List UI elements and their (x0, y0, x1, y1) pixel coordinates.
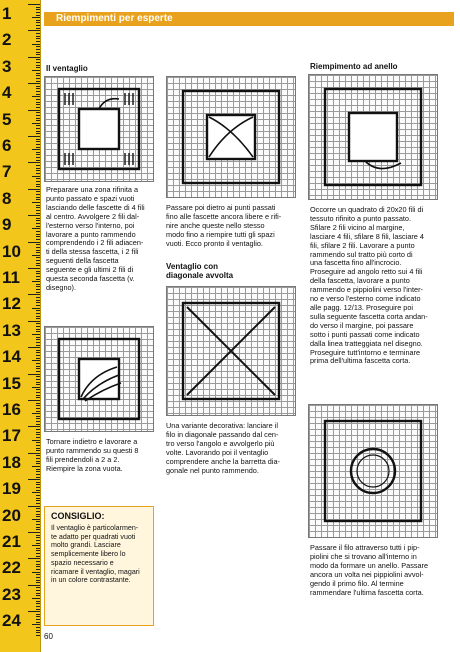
ruler-tick (36, 582, 40, 583)
ruler-tick (32, 202, 40, 203)
ruler-tick (36, 213, 40, 214)
ruler-tick (36, 408, 40, 409)
ruler-tick (36, 15, 40, 16)
ruler-tick (28, 479, 40, 480)
ruler-tick (36, 12, 40, 13)
ruler-tick (36, 94, 40, 95)
ruler-tick (36, 350, 40, 351)
ruler-tick (36, 482, 40, 483)
ruler-tick (28, 4, 40, 5)
ruler-tick (36, 345, 40, 346)
ruler-tick (36, 154, 40, 155)
ruler-tick (36, 310, 40, 311)
page-number: 60 (44, 632, 53, 641)
ruler-tick (36, 284, 40, 285)
ruler-tick (36, 450, 40, 451)
ruler-tick (36, 577, 40, 578)
heading-anello: Riempimento ad anello (310, 62, 398, 71)
ruler-tick (36, 595, 40, 596)
ruler-tick (36, 271, 40, 272)
ruler-tick (28, 136, 40, 137)
ruler-tick (28, 268, 40, 269)
ruler-tick (36, 574, 40, 575)
ruler-tick (36, 556, 40, 557)
ruler-tick (36, 234, 40, 235)
ruler-tick (36, 632, 40, 633)
heading-diagonale: Ventaglio con diagonale avvolta (166, 262, 234, 280)
ruler-tick (36, 527, 40, 528)
ruler-number: 22 (2, 558, 21, 578)
ruler-tick (36, 247, 40, 248)
ruler-tick (36, 461, 40, 462)
ruler-tick (36, 442, 40, 443)
ruler-tick (36, 389, 40, 390)
ruler-tick (36, 36, 40, 37)
ruler-tick (36, 244, 40, 245)
ruler-number: 17 (2, 426, 21, 446)
tip-box (44, 506, 154, 626)
ruler-tick (36, 65, 40, 66)
ruler-tick (36, 587, 40, 588)
ruler-tick (36, 107, 40, 108)
ruler-tick (32, 17, 40, 18)
ruler-tick (28, 400, 40, 401)
ruler-tick (36, 376, 40, 377)
ruler-tick (28, 57, 40, 58)
ruler-tick (32, 545, 40, 546)
ruler-tick (36, 133, 40, 134)
ruler-tick (36, 144, 40, 145)
ruler-tick (28, 30, 40, 31)
ruler-tick (36, 250, 40, 251)
ruler-number: 23 (2, 584, 21, 604)
ruler-tick (36, 627, 40, 628)
ruler-tick (36, 67, 40, 68)
ruler-tick (36, 52, 40, 53)
diagram-ventaglio-1-drawing (45, 77, 153, 181)
ruler-tick (36, 543, 40, 544)
ruler-tick (28, 321, 40, 322)
ruler-tick (32, 598, 40, 599)
ruler-tick (32, 440, 40, 441)
ruler-tick (36, 131, 40, 132)
diagram-ventaglio-2 (44, 326, 154, 432)
ruler-tick (36, 286, 40, 287)
ruler-tick (36, 553, 40, 554)
ruler-tick (36, 260, 40, 261)
ruler-tick (36, 115, 40, 116)
ruler-tick (28, 242, 40, 243)
ruler-tick (36, 86, 40, 87)
ruler-tick (32, 176, 40, 177)
diagram-anello-1-drawing (309, 75, 437, 199)
paragraph-passare-dietro: Passare poi dietro ai punti passati fino alle fascette ancora libere e rifi- nire anche queste nello stesso modo fino a riempire tutti gli spazi vuoti. Ecco pronto il ventaglio. (166, 203, 282, 248)
ruler-tick (28, 611, 40, 612)
ruler-tick (36, 54, 40, 55)
paragraph-anello-finale: Passare il filo attraverso tutti i pip- piolini che si trovano all'interno in modo da formare un anello. Passare ancora un volta nei pippiolini avvol- gendo il primo filo. Al termine rammendare l'ultima fascetta corta. (310, 543, 429, 597)
ruler-tick (36, 448, 40, 449)
ruler-tick (32, 281, 40, 282)
ruler-tick (32, 149, 40, 150)
ruler-tick (36, 73, 40, 74)
ruler-tick (36, 411, 40, 412)
ruler-tick (36, 429, 40, 430)
ruler-tick (32, 228, 40, 229)
ruler-tick (28, 215, 40, 216)
ruler-tick (36, 437, 40, 438)
ruler-tick (36, 313, 40, 314)
ruler-tick (36, 490, 40, 491)
ruler-tick (36, 405, 40, 406)
ruler-tick (36, 75, 40, 76)
ruler-tick (36, 120, 40, 121)
ruler-tick (36, 231, 40, 232)
ruler-tick (36, 273, 40, 274)
ruler-tick (28, 426, 40, 427)
ruler-tick (36, 498, 40, 499)
ruler-tick (36, 289, 40, 290)
ruler-tick (36, 302, 40, 303)
ruler-tick (28, 83, 40, 84)
ruler-number: 18 (2, 452, 21, 472)
ruler-tick (36, 458, 40, 459)
ruler-tick (36, 392, 40, 393)
ruler-tick (36, 152, 40, 153)
ruler-tick (36, 173, 40, 174)
ruler-number: 4 (2, 83, 12, 103)
ruler-tick (36, 128, 40, 129)
diagram-anello-2-drawing (309, 405, 437, 537)
ruler-tick (36, 363, 40, 364)
ruler-tick (36, 305, 40, 306)
ruler-tick (36, 181, 40, 182)
diagram-ventaglio-3-drawing (167, 77, 295, 197)
ruler-number: 5 (2, 109, 12, 129)
ruler-number: 15 (2, 373, 21, 393)
ruler-tick (36, 62, 40, 63)
paragraph-variante: Una variante decorativa: lanciare il filo in diagonale passando dal cen- tro verso l'angolo e avvolgerlo più volte. Lavorando poi il ventaglio comprendere anche la barretta dia- gonale nel punto rammendo. (166, 421, 280, 475)
ruler-tick (36, 104, 40, 105)
ruler-tick (36, 339, 40, 340)
diagram-ventaglio-2-drawing (45, 327, 153, 431)
ruler-tick (36, 379, 40, 380)
ruler-tick (36, 59, 40, 60)
ruler-tick (28, 347, 40, 348)
ruler-number: 2 (2, 30, 12, 50)
ruler-tick (36, 366, 40, 367)
ruler-tick (36, 564, 40, 565)
ruler-tick (36, 455, 40, 456)
diagram-anello-2 (308, 404, 438, 538)
ruler-tick (36, 614, 40, 615)
diagram-ventaglio-3 (166, 76, 296, 198)
ruler-tick (36, 326, 40, 327)
ruler-tick (32, 387, 40, 388)
ruler-tick (32, 519, 40, 520)
section-header-bar (44, 12, 454, 26)
ruler-tick (36, 25, 40, 26)
ruler-tick (32, 360, 40, 361)
ruler-tick (36, 170, 40, 171)
ruler-tick (36, 223, 40, 224)
ruler-tick (36, 521, 40, 522)
ruler-tick (36, 514, 40, 515)
ruler-tick (36, 99, 40, 100)
ruler-tick (36, 252, 40, 253)
ruler-tick (36, 279, 40, 280)
ruler-tick (36, 503, 40, 504)
ruler-tick (36, 395, 40, 396)
ruler-tick (36, 561, 40, 562)
ruler-tick (32, 334, 40, 335)
ruler-tick (32, 70, 40, 71)
ruler-tick (36, 300, 40, 301)
ruler-number: 6 (2, 136, 12, 155)
ruler-tick (32, 413, 40, 414)
ruler-tick (28, 506, 40, 507)
ruler-tick (36, 548, 40, 549)
ruler-tick (36, 418, 40, 419)
ruler-number: 8 (2, 188, 12, 208)
ruler-tick (36, 46, 40, 47)
ruler-tick (32, 123, 40, 124)
ruler-tick (36, 619, 40, 620)
ruler-tick (36, 194, 40, 195)
ruler-tick (36, 463, 40, 464)
ruler-tick (36, 352, 40, 353)
ruler-tick (32, 308, 40, 309)
ruler-number: 1 (2, 4, 12, 23)
paragraph-anello: Occorre un quadrato di 20x20 fili di tessuto rifinito a punto passato. Sfilare 2 fili vicino al margine, lasciare 4 fili, sfilare 8 fili, lasciare 4 fili, sfilare 2 fili. Lavorare a punto rammendo sul tratto più corto di una fascetta fino all'incrocio. Proseguire ad angolo retto sui 4 fili della fascetta, lavorare a punto rammendo e pippiolini verso l'inter- no e verso l'esterno come indicato alle pagg. 12/13. Proseguire poi sulla seguente fascetta corta andan- do verso il margine, poi passare sotto i punti passati come indicato dalla linea tratteggiata nel disegno. Proseguire tutt'intorno e terminare prima dell'ultima fascetta corta. (310, 205, 428, 366)
ruler-tick (36, 487, 40, 488)
ruler-tick (36, 102, 40, 103)
ruler-tick (36, 550, 40, 551)
ruler-tick (36, 601, 40, 602)
ruler-number: 7 (2, 162, 12, 182)
ruler-tick (36, 635, 40, 636)
ruler-tick (36, 184, 40, 185)
ruler-tick (36, 297, 40, 298)
ruler-tick (36, 265, 40, 266)
ruler-tick (36, 329, 40, 330)
ruler-tick (28, 585, 40, 586)
ruler-tick (36, 355, 40, 356)
ruler-tick (28, 294, 40, 295)
ruler-number: 10 (2, 241, 21, 261)
ruler-tick (36, 49, 40, 50)
ruler-tick (36, 239, 40, 240)
ruler-tick (36, 112, 40, 113)
ruler-tick (36, 91, 40, 92)
ruler-tick (36, 434, 40, 435)
ruler-tick (36, 165, 40, 166)
ruler-tick (36, 630, 40, 631)
paragraph-tornare: Tornare indietro e lavorare a punto rammendo su questi 8 fili prendendoli a 2 a 2. Riempire la zona vuota. (46, 437, 139, 473)
ruler-tick (36, 484, 40, 485)
ruler-number: 3 (2, 56, 12, 76)
ruler-tick (36, 191, 40, 192)
ruler-tick (36, 590, 40, 591)
ruler-tick (36, 78, 40, 79)
ruler-tick (36, 125, 40, 126)
ruler-tick (36, 616, 40, 617)
ruler-tick (36, 397, 40, 398)
ruler-tick (36, 220, 40, 221)
ruler-tick (36, 368, 40, 369)
measuring-ruler (0, 0, 41, 652)
ruler-tick (36, 416, 40, 417)
ruler-tick (36, 168, 40, 169)
ruler-tick (36, 186, 40, 187)
ruler-tick (36, 118, 40, 119)
ruler-tick (36, 384, 40, 385)
ruler-tick (36, 263, 40, 264)
ruler-tick (36, 197, 40, 198)
ruler-tick (36, 524, 40, 525)
ruler-tick (28, 558, 40, 559)
ruler-tick (36, 469, 40, 470)
ruler-tick (36, 593, 40, 594)
ruler-tick (36, 603, 40, 604)
ruler-tick (36, 81, 40, 82)
heading-ventaglio: Il ventaglio (46, 64, 88, 73)
ruler-number: 16 (2, 400, 21, 419)
ruler-tick (32, 96, 40, 97)
ruler-tick (36, 88, 40, 89)
ruler-tick (36, 566, 40, 567)
ruler-tick (36, 9, 40, 10)
tip-title: CONSIGLIO: (51, 511, 105, 521)
ruler-tick (36, 474, 40, 475)
tip-body: Il ventaglio è particolarmen- te adatto per quadrati vuoti molto grandi. Lasciare semplicemente libero lo spazio necessario e ricamare il ventaglio, magari in un colore contrastante. (51, 524, 140, 585)
ruler-tick (36, 28, 40, 29)
ruler-tick (36, 382, 40, 383)
ruler-tick (36, 535, 40, 536)
ruler-tick (36, 292, 40, 293)
ruler-tick (36, 569, 40, 570)
ruler-tick (32, 255, 40, 256)
ruler-number: 14 (2, 347, 21, 367)
diagram-ventaglio-1 (44, 76, 154, 182)
ruler-tick (36, 606, 40, 607)
ruler-tick (36, 323, 40, 324)
ruler-tick (36, 207, 40, 208)
ruler-tick (36, 139, 40, 140)
diagram-diagonale-drawing (167, 287, 295, 415)
ruler-number: 21 (2, 532, 21, 551)
ruler-number: 20 (2, 505, 21, 525)
ruler-number: 11 (2, 268, 20, 287)
paragraph-ventaglio-intro: Preparare una zona rifinita a punto passato e spazi vuoti lasciando delle fascette di 4 fili al centro. Avvolgere 2 fili dal- l'esterno verso l'interno, poi lavorare a punto rammendo comprendendo i 2 fili adiacen- ti della stessa fascetta, i 2 fili seguenti della fascetta seguente e gli ultimi 2 fili di questa seconda fascetta (v. disegno). (46, 185, 145, 292)
ruler-tick (36, 432, 40, 433)
ruler-tick (36, 516, 40, 517)
ruler-tick (28, 453, 40, 454)
ruler-tick (36, 141, 40, 142)
ruler-tick (36, 500, 40, 501)
ruler-tick (36, 421, 40, 422)
ruler-tick (36, 218, 40, 219)
ruler-number: 24 (2, 611, 21, 631)
ruler-number: 12 (2, 294, 21, 314)
diagram-anello-1 (308, 74, 438, 200)
ruler-tick (28, 189, 40, 190)
ruler-number: 13 (2, 320, 21, 340)
ruler-tick (36, 7, 40, 8)
ruler-tick (36, 147, 40, 148)
ruler-tick (32, 624, 40, 625)
ruler-tick (36, 331, 40, 332)
ruler-tick (36, 178, 40, 179)
ruler-tick (36, 495, 40, 496)
ruler-tick (28, 162, 40, 163)
ruler-tick (36, 424, 40, 425)
ruler-tick (36, 342, 40, 343)
ruler-tick (36, 529, 40, 530)
ruler-number: 9 (2, 215, 12, 235)
ruler-tick (36, 160, 40, 161)
ruler-tick (28, 532, 40, 533)
ruler-tick (32, 44, 40, 45)
ruler-tick (36, 20, 40, 21)
ruler-tick (36, 22, 40, 23)
ruler-tick (36, 445, 40, 446)
ruler-tick (36, 371, 40, 372)
ruler-tick (36, 316, 40, 317)
ruler-tick (36, 540, 40, 541)
ruler-tick (36, 609, 40, 610)
ruler-tick (28, 110, 40, 111)
ruler-tick (36, 318, 40, 319)
ruler-tick (28, 374, 40, 375)
ruler-tick (36, 477, 40, 478)
ruler-tick (36, 403, 40, 404)
ruler-tick (36, 471, 40, 472)
ruler-tick (36, 205, 40, 206)
ruler-tick (32, 466, 40, 467)
ruler-tick (36, 337, 40, 338)
diagram-diagonale (166, 286, 296, 416)
ruler-tick (36, 622, 40, 623)
section-title: Riempimenti per esperte (56, 13, 173, 24)
ruler-tick (36, 199, 40, 200)
ruler-tick (36, 537, 40, 538)
ruler-tick (36, 210, 40, 211)
ruler-tick (36, 38, 40, 39)
ruler-tick (36, 508, 40, 509)
ruler-tick (36, 157, 40, 158)
ruler-tick (36, 358, 40, 359)
ruler-tick (32, 492, 40, 493)
ruler-tick (36, 511, 40, 512)
ruler-tick (36, 236, 40, 237)
ruler-tick (36, 33, 40, 34)
ruler-tick (36, 276, 40, 277)
ruler-tick (36, 257, 40, 258)
ruler-tick (36, 226, 40, 227)
ruler-tick (36, 41, 40, 42)
ruler-tick (32, 572, 40, 573)
ruler-tick (36, 580, 40, 581)
ruler-number: 19 (2, 479, 21, 499)
